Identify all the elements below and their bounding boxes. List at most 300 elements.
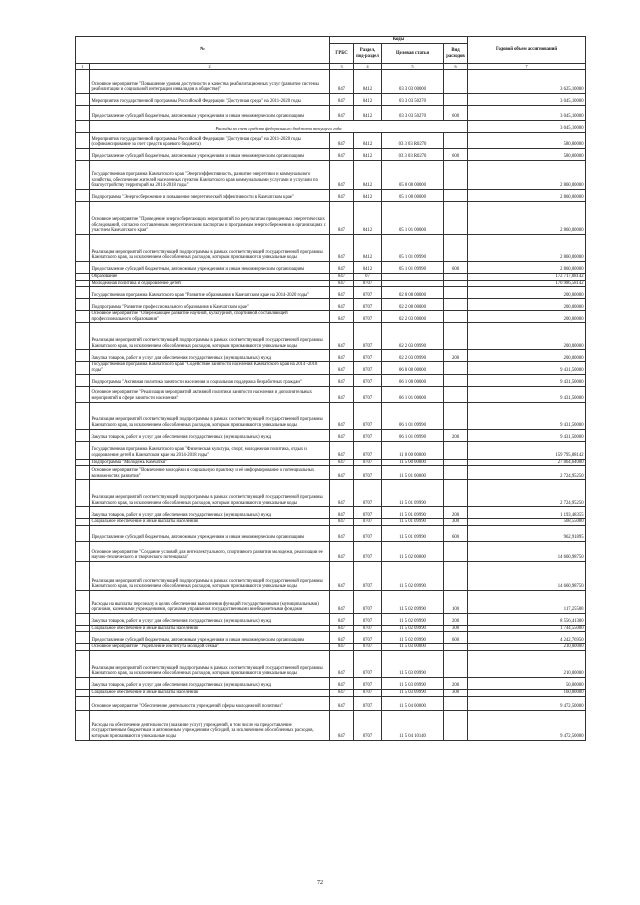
num-cell — [76, 235, 90, 262]
amount-cell: 159 795,08142 — [468, 441, 586, 459]
num-cell — [76, 644, 90, 651]
name-cell: Основное мероприятие "Обеспечение деятельности учреждений сферы молодежной политики" — [90, 696, 330, 710]
name-cell: Государственная программа Камчатского края "Развитие образования в Камчатском крае на 2014-2020 годы" — [90, 287, 330, 299]
razdel-cell: 0707 — [354, 386, 382, 402]
grbs-cell: 847 — [330, 590, 354, 613]
index-cell: 7 — [468, 64, 586, 70]
table-row — [76, 149, 586, 161]
table-row — [76, 323, 586, 350]
razdel-cell: 0707 — [354, 323, 382, 350]
num-cell — [76, 133, 90, 149]
vid-cell: 600 — [444, 525, 468, 541]
razdel-cell: 0707 — [354, 402, 382, 429]
vid-cell — [444, 561, 468, 590]
num-cell — [76, 386, 90, 402]
table-row — [76, 402, 586, 429]
target-cell: 11 5 02 09990 — [382, 625, 444, 632]
grbs-cell: 847 — [330, 507, 354, 519]
target-cell: 02 2 03 09990 — [382, 350, 444, 362]
table-row — [76, 466, 586, 480]
amount-cell: 200,00000 — [468, 299, 586, 311]
table-row — [76, 386, 586, 402]
num-cell — [76, 519, 90, 526]
table-row — [76, 235, 586, 262]
budget-table — [75, 36, 586, 741]
num-cell — [76, 287, 90, 299]
amount-cell: 2 724,95250 — [468, 480, 586, 507]
target-cell: 11 5 01 09990 — [382, 525, 444, 541]
razdel-cell: 0412 — [354, 235, 382, 262]
grbs-cell: 847 — [330, 280, 354, 287]
target-cell: 02 2 03 09990 — [382, 323, 444, 350]
target-cell: 06 1 00 00000 — [382, 374, 444, 386]
razdel-cell: 0707 — [354, 525, 382, 541]
vid-cell — [444, 650, 468, 677]
name-cell: Основное мероприятие "Укрепление института молодой семьи" — [90, 644, 330, 651]
vid-cell — [444, 235, 468, 262]
amount-cell: 170 986,58142 — [468, 280, 586, 287]
vid-cell — [444, 133, 468, 149]
vid-cell — [444, 459, 468, 466]
amount-cell: 2 860,00000 — [468, 202, 586, 235]
name-cell: Реализация мероприятий соответствующей подпрограммы в рамках соответствующей государственной программы Камчатского края, за исключением обособленных расходов, которым присваиваются уникальные коды — [90, 402, 330, 429]
vid-cell: 200 — [444, 429, 468, 441]
name-cell: Государственная программа Камчатского края "Физическая культура, спорт, молодежная политика, отдых и оздоровление детей в Камчатском крае на 2014-2018 годы" — [90, 441, 330, 459]
target-cell: 06 0 00 00000 — [382, 362, 444, 374]
index-cell: 4 — [354, 64, 382, 70]
name-cell: Расходы на обеспечение деятельности (оказание услуг) учреждений, в том числе на предоставление государственным бюджетным и автономным учреждениям субсидий, за исключением обособленных расходов, которым присваиваются уникальные коды — [90, 710, 330, 740]
target-cell — [382, 280, 444, 287]
vid-cell — [444, 287, 468, 299]
vid-cell: 600 — [444, 149, 468, 161]
table-row — [76, 429, 586, 441]
name-cell: Государственная программа Камчатского края "Содействие занятости населения Камчатского края на 2014 -2018 годы" — [90, 362, 330, 374]
name-cell: Основное мероприятие "Вовлечение молодёжи в социальную практику и её информирование о потенциальных возможностях развития" — [90, 466, 330, 480]
name-cell: Подпрограмма "Развитие профессионального образования в Камчатском крае" — [90, 299, 330, 311]
name-cell: Реализация мероприятий соответствующей подпрограммы в рамках соответствующей государственной программы Камчатского края, за исключением обособленных расходов, которым присваиваются уникальные коды — [90, 323, 330, 350]
razdel-cell: 0707 — [354, 632, 382, 644]
name-cell: Подпрограмма "Энергосбережение и повышение энергетической эффективности в Камчатском крае" — [90, 190, 330, 202]
razdel-cell: 0412 — [354, 133, 382, 149]
table-row — [76, 519, 586, 526]
table-row — [76, 459, 586, 466]
grbs-cell: 847 — [330, 632, 354, 644]
razdel-cell: 0412 — [354, 190, 382, 202]
grbs-cell: 847 — [330, 386, 354, 402]
vid-cell — [444, 323, 468, 350]
grbs-cell: 847 — [330, 480, 354, 507]
target-cell: 11 5 04 10140 — [382, 710, 444, 740]
grbs-cell: 847 — [330, 650, 354, 677]
table-row — [76, 525, 586, 541]
table-row — [76, 262, 586, 274]
name-cell: Основное мероприятие "Создание условий для интеллектуального, спортивного развития молодежи, реализации ее научно-технического и творческого потенциала" — [90, 541, 330, 561]
target-cell: 11 5 02 00000 — [382, 541, 444, 561]
table-row — [76, 311, 586, 323]
amount-cell: 9 431,50000 — [468, 362, 586, 374]
grbs-cell: 847 — [330, 287, 354, 299]
table-row — [76, 650, 586, 677]
target-cell: 02 0 00 00000 — [382, 287, 444, 299]
vid-cell: 300 — [444, 689, 468, 696]
name-cell: Предоставление субсидий бюджетным, автономным учреждениям и иным некоммерческим организациям — [90, 632, 330, 644]
name-cell: Предоставление субсидий бюджетным, автономным учреждениям и иным некоммерческим организациям — [90, 525, 330, 541]
grbs-cell: 847 — [330, 362, 354, 374]
name-cell: Социальное обеспечение и иные выплаты населению — [90, 625, 330, 632]
vid-cell — [444, 274, 468, 281]
razdel-cell: 0707 — [354, 689, 382, 696]
table-row — [76, 441, 586, 459]
target-cell: 11 5 03 09990 — [382, 650, 444, 677]
amount-cell: 3 045,10000 — [468, 121, 586, 133]
razdel-cell: 0707 — [354, 541, 382, 561]
razdel-cell: 0707 — [354, 299, 382, 311]
grbs-cell: 847 — [330, 70, 354, 94]
amount-cell: 580,00000 — [468, 149, 586, 161]
target-cell: 05 0 00 00000 — [382, 161, 444, 190]
num-cell — [76, 507, 90, 519]
amount-cell: 9 431,50000 — [468, 374, 586, 386]
grbs-cell: 847 — [330, 466, 354, 480]
amount-cell: 9 431,50000 — [468, 386, 586, 402]
num-cell — [76, 561, 90, 590]
target-cell: 11 5 01 09990 — [382, 519, 444, 526]
razdel-cell: 0707 — [354, 519, 382, 526]
name-cell: Молодежная политика и оздоровление детей — [90, 280, 330, 287]
razdel-cell: 0707 — [354, 280, 382, 287]
vid-cell: 300 — [444, 625, 468, 632]
table-row — [76, 202, 586, 235]
table-row — [76, 299, 586, 311]
grbs-cell: 847 — [330, 525, 354, 541]
header-num: № — [76, 37, 330, 64]
razdel-cell: 0707 — [354, 590, 382, 613]
amount-cell: 2 860,00000 — [468, 235, 586, 262]
amount-cell: 14 660,98750 — [468, 541, 586, 561]
target-cell: 05 1 00 00000 — [382, 190, 444, 202]
note-row — [76, 121, 586, 133]
razdel-cell: 0707 — [354, 311, 382, 323]
vid-cell: 100 — [444, 590, 468, 613]
header-amount: Годовой объем ассигнований — [468, 37, 586, 64]
table-row — [76, 133, 586, 149]
index-cell: 2 — [90, 64, 330, 70]
table-row — [76, 613, 586, 625]
vid-cell — [444, 362, 468, 374]
table-row — [76, 287, 586, 299]
vid-cell — [444, 386, 468, 402]
grbs-cell: 847 — [330, 689, 354, 696]
target-cell: 11 5 02 09990 — [382, 632, 444, 644]
num-cell — [76, 202, 90, 235]
target-cell: 03 3 03 00000 — [382, 70, 444, 94]
grbs-cell: 847 — [330, 402, 354, 429]
razdel-cell: 0707 — [354, 613, 382, 625]
vid-cell: 200 — [444, 507, 468, 519]
name-cell: Социальное обеспечение и иные выплаты населению — [90, 689, 330, 696]
name-cell: Реализация мероприятий соответствующей подпрограммы в рамках соответствующей государственной программы Камчатского края, за исключением обособленных расходов, которым присваиваются уникальные коды — [90, 650, 330, 677]
num-cell — [76, 262, 90, 274]
grbs-cell: 847 — [330, 374, 354, 386]
amount-cell: 3 625,10000 — [468, 70, 586, 94]
name-cell: Подпрограмма "Активная политика занятости населения и социальная поддержка безработных граждан" — [90, 374, 330, 386]
num-cell — [76, 541, 90, 561]
table-row — [76, 190, 586, 202]
grbs-cell: 847 — [330, 677, 354, 689]
vid-cell: 200 — [444, 613, 468, 625]
num-cell — [76, 689, 90, 696]
num-cell — [76, 70, 90, 94]
num-cell — [76, 149, 90, 161]
target-cell: 03 3 03 50270 — [382, 94, 444, 106]
razdel-cell: 0707 — [354, 696, 382, 710]
amount-cell: 210,00000 — [468, 650, 586, 677]
name-cell: Реализация мероприятий соответствующей подпрограммы в рамках соответствующей государственной программы Камчатского края, за исключением обособленных расходов, которым присваиваются уникальные коды — [90, 235, 330, 262]
header-target: Целевая статья — [382, 44, 444, 64]
table-row — [76, 106, 586, 121]
page-number: 72 — [317, 880, 323, 886]
header-codes: Коды — [330, 37, 468, 44]
target-cell: 11 5 03 00000 — [382, 644, 444, 651]
target-cell: 05 1 01 09990 — [382, 235, 444, 262]
num-cell — [76, 466, 90, 480]
name-cell: Основное мероприятие "Реализация мероприятий активной политики занятости населения и дополнительных мероприятий в сфере занятости населения" — [90, 386, 330, 402]
amount-cell: 27 064,64000 — [468, 459, 586, 466]
grbs-cell: 847 — [330, 613, 354, 625]
table-row — [76, 689, 586, 696]
amount-cell: 200,00000 — [468, 350, 586, 362]
razdel-cell: 0707 — [354, 374, 382, 386]
name-cell: Расходы на выплаты персоналу в целях обеспечения выполнения функций государственными (муниципальными) органами, казенными учреждениями, органами управления государственными внебюджетными фондами — [90, 590, 330, 613]
target-cell: 03 3 03 50270 — [382, 106, 444, 121]
name-cell: Закупка товаров, работ и услуг для обеспечения государственных (муниципальных) нужд — [90, 677, 330, 689]
header-grbs: ГРБС — [330, 44, 354, 64]
razdel-cell: 0707 — [354, 480, 382, 507]
table-row — [76, 94, 586, 106]
amount-cell: 9 472,50000 — [468, 696, 586, 710]
grbs-cell: 847 — [330, 94, 354, 106]
target-cell: 11 5 04 00000 — [382, 696, 444, 710]
target-cell: 06 1 01 00000 — [382, 386, 444, 402]
target-cell: 02 2 03 00000 — [382, 311, 444, 323]
vid-cell — [444, 374, 468, 386]
num-cell — [76, 402, 90, 429]
grbs-cell: 847 — [330, 350, 354, 362]
name-cell: Мероприятия государственной программы Российской Федерации "Доступная среда" на 2011-2020 годы — [90, 94, 330, 106]
razdel-cell: 0412 — [354, 106, 382, 121]
target-cell: 11 5 03 09990 — [382, 677, 444, 689]
table-row — [76, 561, 586, 590]
vid-cell: 200 — [444, 677, 468, 689]
grbs-cell: 847 — [330, 459, 354, 466]
table-row — [76, 362, 586, 374]
grbs-cell: 847 — [330, 190, 354, 202]
amount-cell: 200,00000 — [468, 287, 586, 299]
num-cell — [76, 459, 90, 466]
razdel-cell: 0707 — [354, 625, 382, 632]
table-row — [76, 70, 586, 94]
razdel-cell: 0707 — [354, 362, 382, 374]
name-cell: Закупка товаров, работ и услуг для обеспечения государственных (муниципальных) нужд — [90, 350, 330, 362]
razdel-cell: 0707 — [354, 710, 382, 740]
vid-cell — [444, 299, 468, 311]
num-cell — [76, 323, 90, 350]
razdel-cell: 0707 — [354, 287, 382, 299]
target-cell: 03 3 03 R0270 — [382, 133, 444, 149]
razdel-cell: 07 — [354, 274, 382, 281]
razdel-cell: 0707 — [354, 677, 382, 689]
amount-cell: 962,91895 — [468, 525, 586, 541]
name-cell: Государственная программа Камчатского края "Энергоэффективность, развитие энергетики и коммунального хозяйства, обеспечение жителей населенных пунктов Камчатского края коммунальными услугами и услугами по благоустройству территорий на 2014-2018 годы" — [90, 161, 330, 190]
name-cell: Реализация мероприятий соответствующей подпрограммы в рамках соответствующей государственной программы Камчатского края, за исключением обособленных расходов, которым присваиваются уникальные коды — [90, 480, 330, 507]
vid-cell — [444, 710, 468, 740]
grbs-cell: 847 — [330, 299, 354, 311]
amount-cell: 2 860,00000 — [468, 190, 586, 202]
name-cell: Мероприятия государственной программы Российской Федерации "Доступная среда" на 2011-2020 годы (софинансирование за счет средств краевого бюджета) — [90, 133, 330, 149]
num-cell — [76, 374, 90, 386]
vid-cell — [444, 541, 468, 561]
target-cell: 11 5 01 09990 — [382, 507, 444, 519]
grbs-cell: 847 — [330, 429, 354, 441]
header-razdel: Раздел, под-раздел — [354, 44, 382, 64]
amount-cell: 50,00000 — [468, 677, 586, 689]
name-cell: Закупка товаров, работ и услуг для обеспечения государственных (муниципальных) нужд — [90, 429, 330, 441]
amount-cell: 1 193,48355 — [468, 507, 586, 519]
vid-cell: 600 — [444, 632, 468, 644]
grbs-cell: 847 — [330, 519, 354, 526]
num-cell — [76, 311, 90, 323]
num-cell — [76, 632, 90, 644]
num-cell — [76, 525, 90, 541]
target-cell: 11 5 00 00000 — [382, 459, 444, 466]
target-cell: 05 1 01 00000 — [382, 202, 444, 235]
razdel-cell: 0412 — [354, 262, 382, 274]
vid-cell — [444, 480, 468, 507]
target-cell: 11 5 03 09990 — [382, 689, 444, 696]
num-cell — [76, 625, 90, 632]
target-cell: 06 1 01 09990 — [382, 402, 444, 429]
target-cell: 11 5 01 00000 — [382, 466, 444, 480]
vid-cell — [444, 311, 468, 323]
vid-cell: 200 — [444, 350, 468, 362]
grbs-cell: 847 — [330, 106, 354, 121]
amount-cell: 9 472,50000 — [468, 710, 586, 740]
amount-cell: 2 860,00000 — [468, 161, 586, 190]
num-cell — [76, 696, 90, 710]
num-cell — [76, 710, 90, 740]
name-cell: Предоставление субсидий бюджетным, автономным учреждениям и иным некоммерческим организациям — [90, 106, 330, 121]
grbs-cell: 847 — [330, 561, 354, 590]
header-vid: Вид расходов — [444, 44, 468, 64]
name-cell: Предоставление субсидий бюджетным, автономным учреждениям и иным некоммерческим организациям — [90, 149, 330, 161]
amount-cell: 1 744,55000 — [468, 625, 586, 632]
table-row — [76, 480, 586, 507]
amount-cell: 9 431,50000 — [468, 402, 586, 429]
grbs-cell: 847 — [330, 644, 354, 651]
table-row — [76, 696, 586, 710]
grbs-cell: 847 — [330, 133, 354, 149]
target-cell: 06 1 01 09990 — [382, 429, 444, 441]
target-cell: 11 5 01 09990 — [382, 480, 444, 507]
num-cell — [76, 429, 90, 441]
vid-cell — [444, 70, 468, 94]
amount-cell: 14 660,98750 — [468, 561, 586, 590]
target-cell: 11 0 00 00000 — [382, 441, 444, 459]
table-row — [76, 677, 586, 689]
target-cell: 03 3 03 R0270 — [382, 149, 444, 161]
table-body — [76, 70, 586, 741]
target-cell: 05 1 01 09990 — [382, 262, 444, 274]
razdel-cell: 0707 — [354, 441, 382, 459]
name-cell: Подпрограмма "Молодежь Камчатки" — [90, 459, 330, 466]
target-cell: 11 5 02 09990 — [382, 613, 444, 625]
amount-cell: 160,00000 — [468, 689, 586, 696]
num-cell — [76, 94, 90, 106]
index-cell: 5 — [382, 64, 444, 70]
razdel-cell: 0707 — [354, 650, 382, 677]
razdel-cell: 0412 — [354, 70, 382, 94]
table-row — [76, 625, 586, 632]
amount-cell: 9 431,50000 — [468, 429, 586, 441]
razdel-cell: 0707 — [354, 507, 382, 519]
num-cell — [76, 350, 90, 362]
num-cell — [76, 106, 90, 121]
amount-cell: 2 724,95250 — [468, 466, 586, 480]
amount-cell: 200,00000 — [468, 311, 586, 323]
table-row — [76, 374, 586, 386]
table-header — [76, 37, 586, 70]
razdel-cell: 0707 — [354, 644, 382, 651]
name-cell: Образование — [90, 274, 330, 281]
grbs-cell: 847 — [330, 161, 354, 190]
num-cell — [76, 480, 90, 507]
amount-cell: 2 860,00000 — [468, 262, 586, 274]
target-cell: 02 2 00 00000 — [382, 299, 444, 311]
index-cell: 1 — [76, 64, 90, 70]
grbs-cell: 847 — [330, 149, 354, 161]
table-row — [76, 632, 586, 644]
num-cell — [76, 121, 90, 133]
grbs-cell: 847 — [330, 541, 354, 561]
vid-cell — [444, 402, 468, 429]
vid-cell — [444, 466, 468, 480]
vid-cell — [444, 441, 468, 459]
table-row — [76, 161, 586, 190]
num-cell — [76, 650, 90, 677]
num-cell — [76, 190, 90, 202]
name-cell: Основное мероприятие "Опережающее развитие научной, культурной, спортивной составляющей профессионального образования" — [90, 311, 330, 323]
table-row — [76, 710, 586, 740]
amount-cell: 3 045,10000 — [468, 94, 586, 106]
grbs-cell: 847 — [330, 235, 354, 262]
razdel-cell: 0412 — [354, 161, 382, 190]
razdel-cell: 0707 — [354, 429, 382, 441]
razdel-cell: 0412 — [354, 94, 382, 106]
num-cell — [76, 161, 90, 190]
amount-cell: 172 717,08142 — [468, 274, 586, 281]
table-row — [76, 541, 586, 561]
grbs-cell: 847 — [330, 311, 354, 323]
amount-cell: 8 556,41300 — [468, 613, 586, 625]
vid-cell: 600 — [444, 106, 468, 121]
vid-cell: 300 — [444, 519, 468, 526]
amount-cell: 117,25500 — [468, 590, 586, 613]
grbs-cell: 847 — [330, 274, 354, 281]
note-cell: Расходы за счет средств федерального бюджета текущего года — [90, 121, 468, 133]
num-cell — [76, 362, 90, 374]
amount-cell: 210,00000 — [468, 644, 586, 651]
vid-cell — [444, 644, 468, 651]
